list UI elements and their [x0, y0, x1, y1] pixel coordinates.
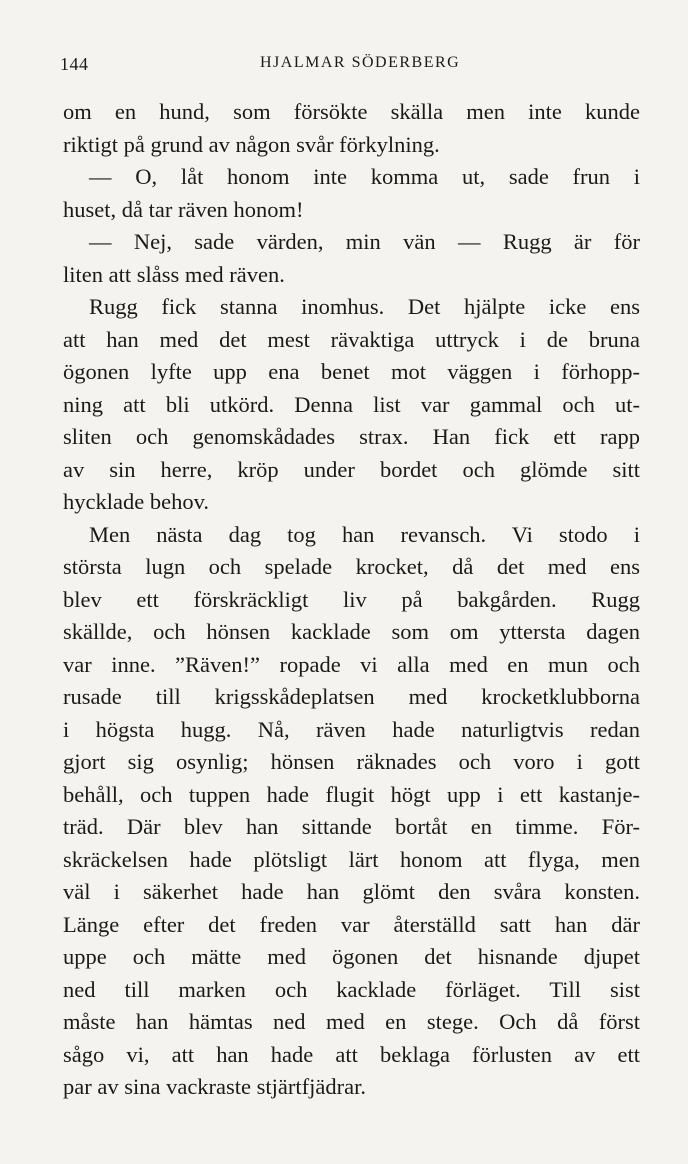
text-line: om en hund, som försökte skälla men inte kunde — [63, 99, 640, 124]
text-line: ning att bli utkörd. Denna list var gammal och ut- — [63, 391, 640, 417]
text-line: behåll, och tuppen hade flugit högt upp i ett kastanje- — [63, 781, 640, 807]
page-number: 144 — [60, 54, 89, 74]
page-header — [60, 54, 640, 78]
text-line: ned till marken och kacklade förläget. Till sist — [63, 976, 640, 1002]
text-line: — Nej, sade värden, min vän — Rugg är för — [89, 229, 640, 254]
text-line: riktigt på grund av någon svår förkylning. — [63, 131, 440, 157]
text-line: sågo vi, att han hade att beklaga förlusten av ett — [63, 1041, 640, 1067]
text-line: sliten och genomskådades strax. Han fick ett rapp — [63, 424, 640, 449]
running-head: HJALMAR SÖDERBERG — [260, 54, 461, 71]
text-line: uppe och mätte med ögonen det hisnande djupet — [63, 944, 640, 969]
text-line: hycklade behov. — [63, 489, 209, 514]
text-line: — O, låt honom inte komma ut, sade frun i — [89, 164, 640, 189]
text-line: att han med det mest rävaktiga uttryck i de bruna — [63, 326, 640, 352]
text-line: skräckelsen hade plötsligt lärt honom att flyga, men — [63, 846, 640, 872]
text-line: största lugn och spelade krocket, då det med ens — [63, 554, 640, 579]
text-line: Länge efter det freden var återställd satt han där — [63, 911, 640, 937]
text-line: liten att slåss med räven. — [63, 261, 285, 287]
text-line: var inne. ”Räven!” ropade vi alla med en mun och — [63, 651, 640, 677]
text-line: träd. Där blev han sittande bortåt en timme. För- — [63, 814, 640, 839]
text-line: par av sina vackraste stjärtfjädrar. — [63, 1074, 366, 1099]
body-text — [63, 96, 640, 1104]
text-line: i högsta hugg. Nå, räven hade naturligtvis redan — [63, 716, 640, 742]
text-line: väl i säkerhet hade han glömt den svåra konsten. — [63, 879, 640, 904]
text-line: av sin herre, kröp under bordet och glömde sitt — [63, 456, 640, 482]
text-line: ögonen lyfte upp ena benet mot väggen i förhopp- — [63, 359, 640, 384]
text-line: huset, då tar räven honom! — [63, 196, 304, 222]
text-line: rusade till krigsskådeplatsen med krocketklubborna — [63, 684, 640, 709]
text-line: gjort sig osynlig; hönsen räknades och voro i gott — [63, 749, 640, 774]
text-line: Rugg fick stanna inomhus. Det hjälpte icke ens — [89, 294, 640, 319]
text-line: skällde, och hönsen kacklade som om yttersta dagen — [63, 619, 640, 644]
text-line: Men nästa dag tog han revansch. Vi stodo i — [89, 521, 640, 547]
text-line: måste han hämtas ned med en stege. Och då först — [63, 1009, 640, 1034]
text-line: blev ett förskräckligt liv på bakgården. Rugg — [63, 586, 640, 612]
